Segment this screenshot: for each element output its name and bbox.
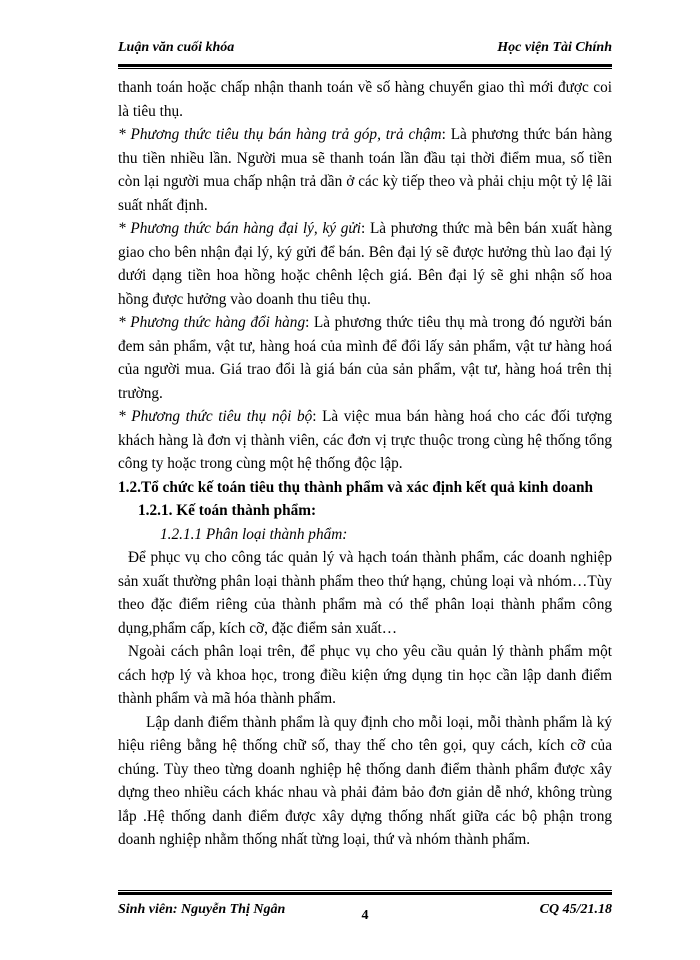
paragraph <box>118 123 612 217</box>
section-heading: 1.2.Tổ chức kế toán tiêu thụ thành phẩm và xác định kết quả kinh doanh <box>118 478 594 496</box>
method-text: : Là phương thức bán hàng thu tiền nhiều lần. Người mua sẽ thanh toán lần đầu tại thời điểm mua, số tiền còn lại người mua chấp nhận trả dần ở các kỳ tiếp theo và phải chịu một tỷ lệ lãi suất nhất định. <box>118 126 612 214</box>
paragraph <box>118 217 612 311</box>
footer-class-code: CQ 45/21.18 <box>539 902 612 917</box>
method-label: * Phương thức hàng đổi hàng <box>118 314 306 331</box>
paragraph: Ngoài cách phân loại trên, để phục vụ cho yêu cầu quản lý thành phẩm một cách hợp lý và khoa học, trong điều kiện ứng dụng tin học cần lập danh điểm thành phẩm và mã hóa thành phẩm. <box>118 643 612 707</box>
subsection-heading: 1.2.1. Kế toán thành phẩm: <box>138 502 317 519</box>
method-label: * Phương thức bán hàng đại lý, ký gửi <box>118 220 361 237</box>
header-document-title: Luận văn cuối khóa <box>118 40 235 55</box>
subsubsection-heading: 1.2.1.1 Phân loại thành phẩm: <box>160 525 348 543</box>
page-footer <box>118 902 612 924</box>
paragraph: Để phục vụ cho công tác quản lý và hạch toán thành phẩm, các doanh nghiệp sản xuất thường phân loại thành phẩm theo thứ hạng, chủng loại và nhóm…Tùy theo đặc điểm riêng của thành phẩm mà có thể phân loại thành phẩm công dụng,phẩm cấp, kích cỡ, đặc điểm sản xuất… <box>118 549 612 637</box>
method-label: * Phương thức tiêu thụ bán hàng trả góp, trả chậm <box>118 126 442 143</box>
footer-student-name: Sinh viên: Nguyễn Thị Ngân <box>118 902 286 917</box>
page-body <box>118 76 612 852</box>
page-number: 4 <box>361 908 369 923</box>
header-divider <box>118 64 612 69</box>
paragraph: thanh toán hoặc chấp nhận thanh toán về số hàng chuyển giao thì mới được coi là tiêu thụ. <box>118 79 612 120</box>
paragraph <box>118 311 612 405</box>
method-label: * Phương thức tiêu thụ nội bộ <box>118 408 313 425</box>
page-header <box>118 38 612 60</box>
method-text: : Là phương thức tiêu thụ mà trong đó người bán đem sản phẩm, vật tư, hàng hoá của mình để đổi lấy sản phẩm, vật tư hàng hoá của người mua. Giá trao đổi là giá bán của sản phẩm, vật tư, hàng hoá trên thị trường. <box>118 314 612 402</box>
paragraph <box>118 405 612 476</box>
header-institution: Học viện Tài Chính <box>497 40 612 55</box>
footer-divider <box>118 890 612 895</box>
paragraph: Lập danh điểm thành phẩm là quy định cho mỗi loại, mỗi thành phẩm là ký hiệu riêng bằng hệ thống chữ số, thay thế cho tên gọi, quy cách, kích cỡ của chúng. Tùy theo từng doanh nghiệp hệ thống danh điểm thành phẩm được xây dựng theo nhiều cách khác nhau và phải đảm bảo đơn giản dễ nhớ, không trùng lắp .Hệ thống danh điểm được xây dựng thống nhất giữa các bộ phận trong doanh nghiệp nhằm thống nhất từng loại, thứ và nhóm thành phẩm. <box>118 713 612 848</box>
method-text: : Là việc mua bán hàng hoá cho các đối tượng khách hàng là đơn vị thành viên, các đơn vị trực thuộc trong cùng hệ thống tổng công ty hoặc trong cùng một hệ thống độc lập. <box>118 408 613 472</box>
method-text: : Là phương thức mà bên bán xuất hàng giao cho bên nhận đại lý, ký gửi để bán. Bên đại lý sẽ được hưởng thù lao đại lý dưới dạng tiền hoa hồng hoặc chênh lệch giá. Bên đại lý sẽ ghi nhận số hoa hồng được hưởng vào doanh thu tiêu thụ. <box>118 220 612 308</box>
